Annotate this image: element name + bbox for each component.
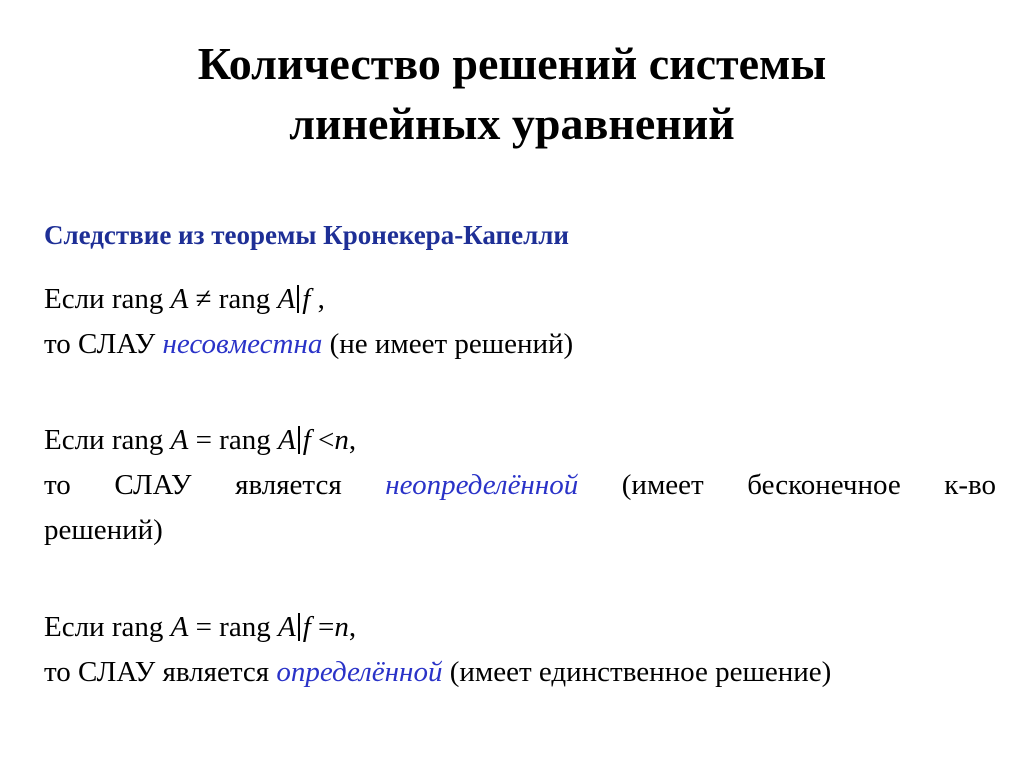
case-definite: [44, 605, 996, 695]
case-result: [44, 463, 996, 508]
result-explanation: (не имеет решений): [322, 328, 574, 360]
result-text: то СЛАУ является: [44, 469, 386, 501]
result-term: определённой: [276, 656, 443, 688]
case-result: [44, 650, 996, 695]
condition-punct: ,: [348, 611, 357, 643]
condition-punct: ,: [348, 424, 357, 456]
case-condition: [44, 277, 996, 322]
condition-text: Если rang: [44, 283, 171, 315]
result-term: неопределённой: [385, 469, 579, 501]
augment-separator: [298, 426, 300, 454]
matrix-symbol: A: [170, 611, 189, 643]
matrix-symbol: A: [170, 424, 189, 456]
case-inconsistent: [44, 277, 996, 367]
case-result-continuation: решений): [44, 514, 163, 546]
case-result: [44, 322, 996, 367]
condition-relation: ≠ rang: [188, 283, 278, 315]
corollary-heading: Следствие из теоремы Кронекера-Капелли: [44, 220, 569, 250]
condition-punct: ,: [310, 283, 325, 315]
unknowns-symbol: n: [334, 424, 349, 456]
case-condition: [44, 418, 996, 463]
rhs-symbol: f: [302, 283, 311, 315]
matrix-symbol: A: [277, 611, 296, 643]
matrix-symbol: A: [277, 424, 296, 456]
augment-separator: [298, 613, 300, 641]
result-text: то СЛАУ: [44, 328, 163, 360]
matrix-symbol: A: [170, 283, 189, 315]
rhs-symbol: f: [302, 424, 311, 456]
result-explanation: (имеет единственное решение): [442, 656, 832, 688]
case-condition: [44, 605, 996, 650]
augment-separator: [297, 285, 299, 313]
condition-text: Если rang: [44, 611, 171, 643]
result-term: несовместна: [162, 328, 323, 360]
result-explanation: (имеет бесконечное к-во: [578, 469, 996, 501]
matrix-symbol: A: [277, 283, 296, 315]
condition-relation: = rang: [188, 611, 278, 643]
condition-text: Если rang: [44, 424, 171, 456]
result-text: то СЛАУ является: [44, 656, 277, 688]
condition-relation: = rang: [188, 424, 278, 456]
case-indefinite: [44, 418, 996, 553]
unknowns-symbol: n: [334, 611, 349, 643]
page-title: [0, 34, 1024, 154]
title-line-2: линейных уравнений: [289, 98, 735, 149]
condition-relation: <: [310, 424, 335, 456]
condition-relation: =: [310, 611, 335, 643]
rhs-symbol: f: [302, 611, 311, 643]
title-line-1: Количество решений системы: [197, 38, 827, 89]
